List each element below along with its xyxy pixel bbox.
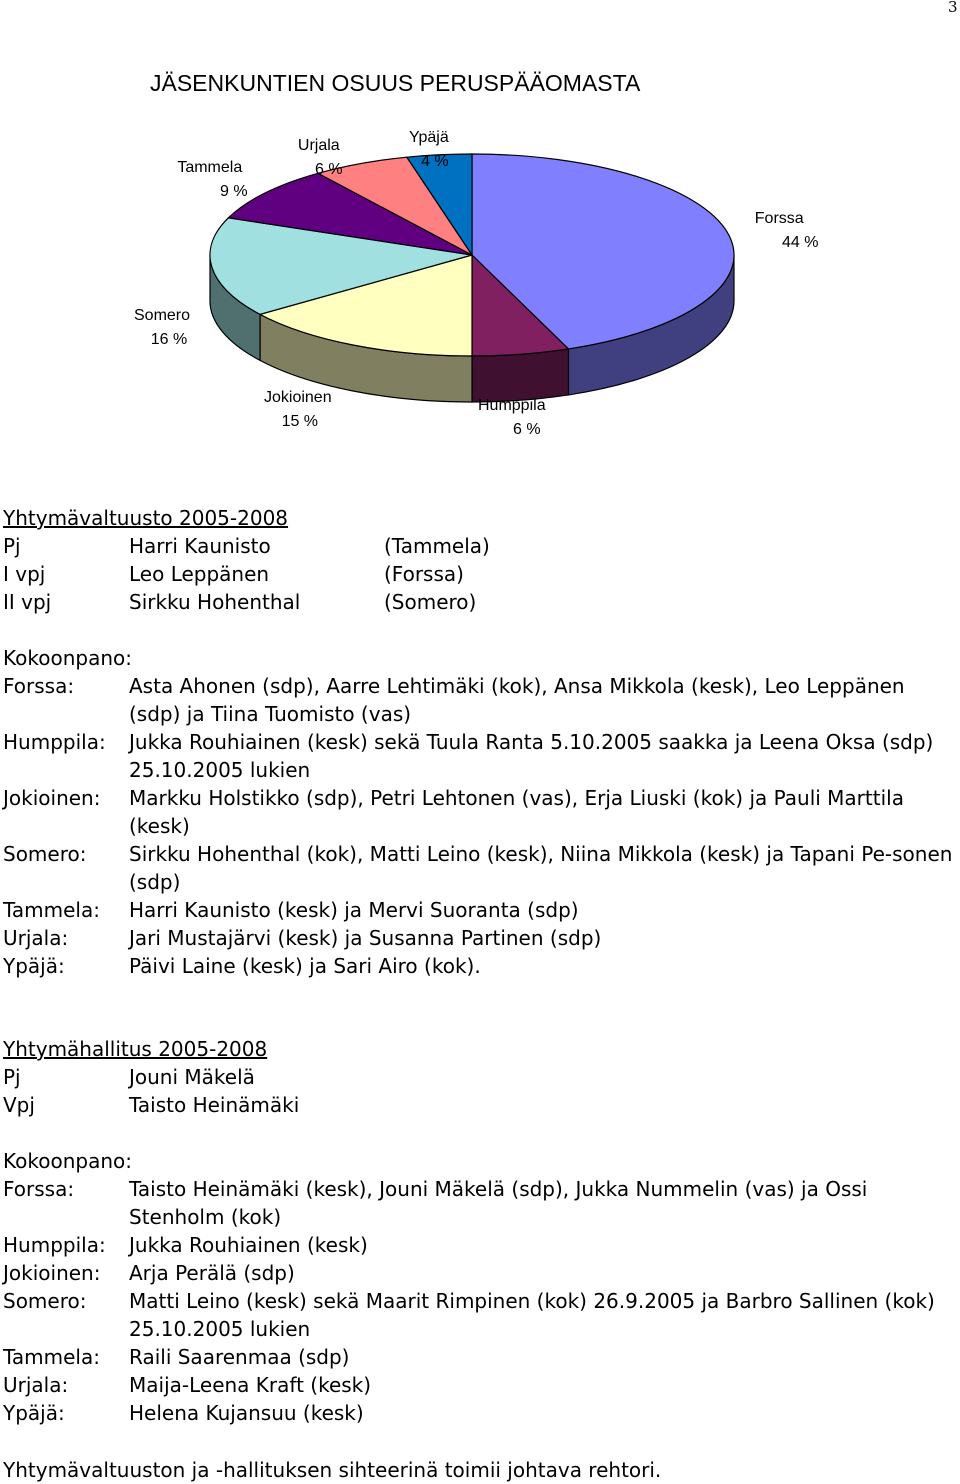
member-names: Sirkku Hohenthal (kok), Matti Leino (kesk), Niina Mikkola (kesk) ja Tapani Pe-sonen (sdp)	[129, 842, 953, 894]
pie-label-humppila	[478, 394, 546, 442]
officer-town: (Forssa)	[384, 562, 464, 586]
pie-label-percent: 4 %	[421, 153, 449, 170]
member-row	[3, 896, 958, 924]
member-names: Matti Leino (kesk) sekä Maarit Rimpinen (kok) 26.9.2005 ja Barbro Sallinen (kok) 25.10.2005 lukien	[129, 1289, 935, 1341]
member-names: Päivi Laine (kesk) ja Sari Airo (kok).	[129, 954, 481, 978]
officer-name: Sirkku Hohenthal	[129, 590, 301, 614]
valtuusto-heading	[3, 504, 958, 532]
member-names: Harri Kaunisto (kesk) ja Mervi Suoranta (sdp)	[129, 898, 579, 922]
pie-label-urjala	[295, 134, 343, 182]
member-names: Helena Kujansuu (kesk)	[129, 1401, 364, 1425]
hallitus-heading	[3, 1035, 958, 1063]
pie-label-name: Forssa	[754, 210, 804, 227]
officer-town: (Somero)	[384, 590, 477, 614]
member-row	[3, 840, 958, 896]
member-town: Forssa:	[3, 674, 75, 698]
officer-role: Vpj	[3, 1093, 35, 1117]
section-heading: Yhtymävaltuusto 2005-2008	[3, 506, 289, 530]
member-town: Tammela:	[3, 1345, 100, 1369]
member-row	[3, 784, 958, 840]
page-number: 3	[948, 0, 958, 16]
member-row	[3, 924, 958, 952]
pie-label-tammela	[172, 156, 248, 204]
officer-role: II vpj	[3, 590, 52, 614]
pie-label-percent: 15 %	[281, 413, 319, 430]
section-heading: Yhtymähallitus 2005-2008	[3, 1037, 268, 1061]
member-row	[3, 1287, 958, 1343]
member-names: Jukka Rouhiainen (kesk)	[129, 1233, 368, 1257]
officer-row	[3, 560, 958, 588]
member-names: Taisto Heinämäki (kesk), Jouni Mäkelä (sdp), Jukka Nummelin (vas) ja Ossi Stenholm (kok)	[129, 1177, 868, 1229]
pie-label-name: Somero	[134, 307, 191, 324]
pie-label-name: Humppila	[478, 397, 546, 414]
member-town: Jokioinen:	[3, 1261, 101, 1285]
pie-label-somero	[134, 304, 190, 352]
officer-name: Taisto Heinämäki	[129, 1093, 300, 1117]
member-town: Somero:	[3, 842, 87, 866]
footer-note: Yhtymävaltuuston ja -hallituksen sihteerinä toimii johtava rehtori.	[3, 1458, 662, 1482]
kokoonpano-label: Kokoonpano:	[3, 1149, 132, 1173]
blank-line	[3, 616, 958, 644]
officer-role: I vpj	[3, 562, 46, 586]
member-town: Tammela:	[3, 898, 100, 922]
member-row	[3, 1231, 958, 1259]
member-names: Arja Perälä (sdp)	[129, 1261, 295, 1285]
blank-line	[3, 1119, 958, 1147]
member-names: Jari Mustajärvi (kesk) ja Susanna Partinen (sdp)	[129, 926, 602, 950]
member-row	[3, 1343, 958, 1371]
pie-label-percent: 6 %	[513, 421, 541, 438]
officer-town: (Tammela)	[384, 534, 490, 558]
pie-label-name: Jokioinen	[264, 389, 332, 406]
pie-label-percent: 9 %	[220, 183, 248, 200]
pie-slices	[210, 154, 734, 356]
officer-name: Jouni Mäkelä	[129, 1065, 255, 1089]
member-town: Humppila:	[3, 1233, 106, 1257]
member-row	[3, 728, 958, 784]
officer-name: Leo Leppänen	[129, 562, 270, 586]
kokoonpano-label: Kokoonpano:	[3, 646, 132, 670]
officer-role: Pj	[3, 1065, 21, 1089]
officer-row	[3, 588, 958, 616]
chart-title: JÄSENKUNTIEN OSUUS PERUSPÄÄOMASTA	[150, 70, 641, 96]
member-town: Ypäjä:	[3, 1401, 65, 1425]
member-town: Jokioinen:	[3, 786, 101, 810]
pie-label-percent: 16 %	[150, 331, 188, 348]
pie-label-jokioinen	[264, 386, 332, 434]
member-town: Urjala:	[3, 926, 69, 950]
member-names: Maija-Leena Kraft (kesk)	[129, 1373, 372, 1397]
member-town: Forssa:	[3, 1177, 75, 1201]
officer-role: Pj	[3, 534, 21, 558]
pie-label-forssa	[740, 207, 818, 255]
member-town: Humppila:	[3, 730, 106, 754]
pie-label-name: Urjala	[297, 137, 340, 154]
member-row	[3, 672, 958, 728]
member-names: Markku Holstikko (sdp), Petri Lehtonen (vas), Erja Liuski (kok) ja Pauli Marttila (kesk)	[129, 786, 904, 838]
member-town: Urjala:	[3, 1373, 69, 1397]
pie-label-percent: 44 %	[782, 234, 819, 251]
member-names: Asta Ahonen (sdp), Aarre Lehtimäki (kok), Ansa Mikkola (kesk), Leo Leppänen (sdp) ja Tiina Tuomisto (vas)	[129, 674, 905, 726]
kokoonpano-label-row	[3, 644, 958, 672]
member-town: Ypäjä:	[3, 954, 65, 978]
member-row	[3, 952, 958, 980]
officer-row	[3, 1063, 958, 1091]
hallitus-section	[3, 1035, 958, 1427]
member-row	[3, 1399, 958, 1427]
pie-label-percent: 6 %	[315, 161, 343, 178]
member-row	[3, 1175, 958, 1231]
pie-label-ypaja	[409, 126, 449, 174]
member-row	[3, 1259, 958, 1287]
valtuusto-section	[3, 504, 958, 980]
officer-row	[3, 1091, 958, 1119]
member-names: Jukka Rouhiainen (kesk) sekä Tuula Ranta 5.10.2005 saakka ja Leena Oksa (sdp) 25.10.2005 lukien	[129, 730, 934, 782]
pie-label-name: Ypäjä	[409, 129, 449, 146]
officer-name: Harri Kaunisto	[129, 534, 271, 558]
member-row	[3, 1371, 958, 1399]
kokoonpano-label-row	[3, 1147, 958, 1175]
officer-row	[3, 532, 958, 560]
member-town: Somero:	[3, 1289, 87, 1313]
member-names: Raili Saarenmaa (sdp)	[129, 1345, 350, 1369]
pie-label-name: Tammela	[177, 159, 243, 176]
